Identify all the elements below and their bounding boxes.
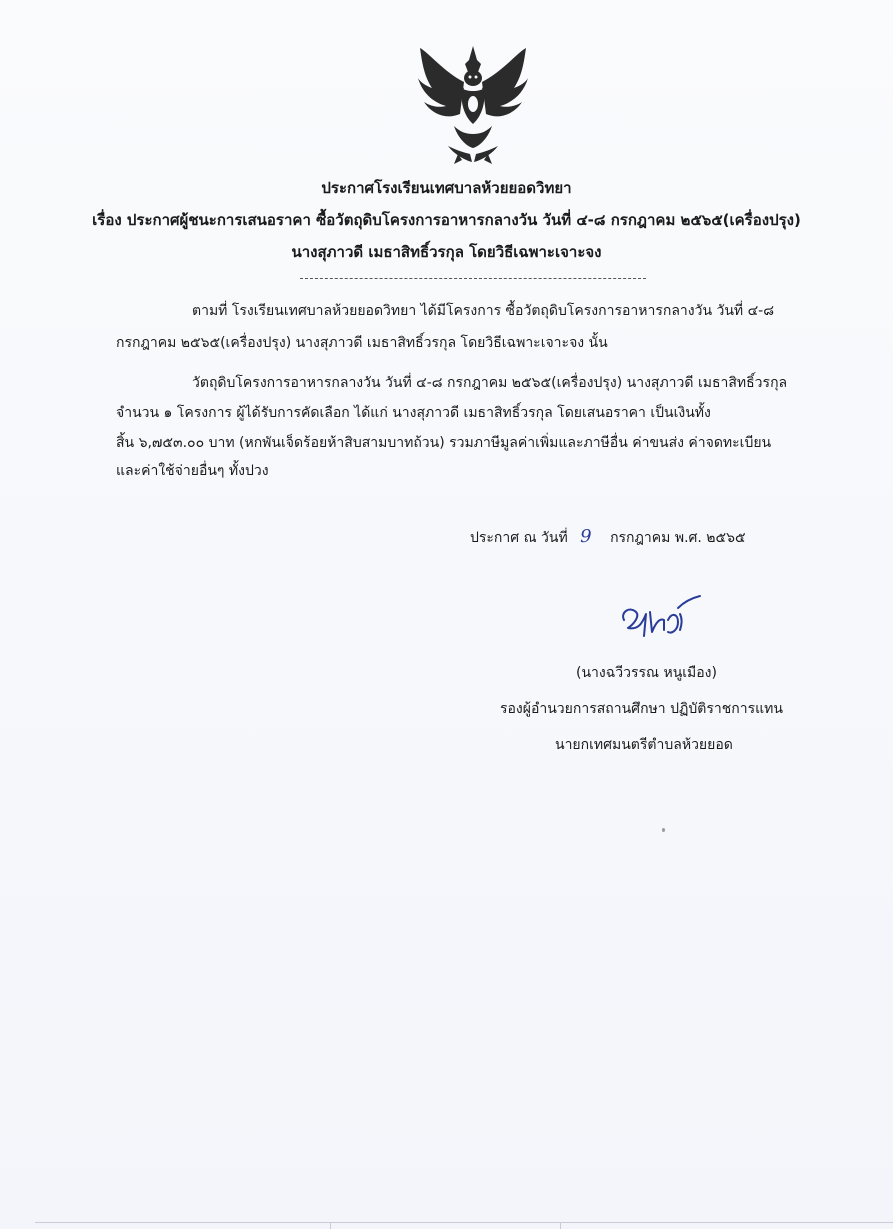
paragraph-2-line-2: จำนวน ๑ โครงการ ผู้ได้รับการคัดเลือก ได้แก่ นางสุภาวดี เมธาสิทธิ์วรกุล โดยเสนอราคา เป็นเงินทั้ง [116, 405, 711, 421]
scan-speck [662, 828, 665, 832]
footer-rule [35, 1222, 893, 1223]
paragraph-1-line-2: กรกฎาคม ๒๕๖๕(เครื่องปรุง) นางสุภาวดี เมธาสิทธิ์วรกุล โดยวิธีเฉพาะเจาะจง นั้น [116, 335, 608, 351]
garuda-emblem-icon [414, 42, 532, 166]
paragraph-2-line-4: และค่าใช้จ่ายอื่นๆ ทั้งปวง [116, 463, 269, 479]
signatory-name: (นางฉวีวรรณ หนูเมือง) [576, 665, 717, 681]
signatory-position-1: รองผู้อำนวยการสถานศึกษา ปฏิบัติราชการแทน [500, 701, 783, 717]
date-suffix: กรกฎาคม พ.ศ. ๒๕๖๕ [610, 530, 746, 546]
paragraph-2-line-3: สิ้น ๖,๗๕๓.๐๐ บาท (หกพันเจ็ดร้อยห้าสิบสามบาทถ้วน) รวมภาษีมูลค่าเพิ่มและภาษีอื่น ค่าขนส่ง ค่าจดทะเบียน [116, 435, 772, 451]
date-prefix: ประกาศ ณ วันที่ [470, 530, 568, 546]
signatory-position-2: นายกเทศมนตรีตำบลห้วยยอด [555, 737, 733, 753]
date-day-handwritten: 9 [580, 526, 592, 547]
announcement-vendor-method: นางสุภาวดี เมธาสิทธิ์วรกุล โดยวิธีเฉพาะเจาะจง [291, 243, 602, 261]
header-divider [300, 278, 646, 279]
announcement-subject: เรื่อง ประกาศผู้ชนะการเสนอราคา ซื้อวัตถุดิบโครงการอาหารกลางวัน วันที่ ๔-๘ กรกฎาคม ๒๕๖๕(เครื่องปรุง) [92, 211, 801, 229]
paragraph-1-line-1: ตามที่ โรงเรียนเทศบาลห้วยยอดวิทยา ได้มีโครงการ ซื้อวัตถุดิบโครงการอาหารกลางวัน วันที่ ๔-๘ [192, 303, 775, 319]
announcement-title: ประกาศโรงเรียนเทศบาลห้วยยอดวิทยา [321, 179, 572, 197]
signature-mark [616, 590, 706, 650]
footer-cell-divider [330, 1222, 331, 1229]
announcement-date [470, 526, 746, 549]
footer-cell-divider [560, 1222, 561, 1229]
paragraph-2-line-1: วัตถุดิบโครงการอาหารกลางวัน วันที่ ๔-๘ กรกฎาคม ๒๕๖๕(เครื่องปรุง) นางสุภาวดี เมธาสิทธิ์วรกุล [192, 375, 788, 391]
